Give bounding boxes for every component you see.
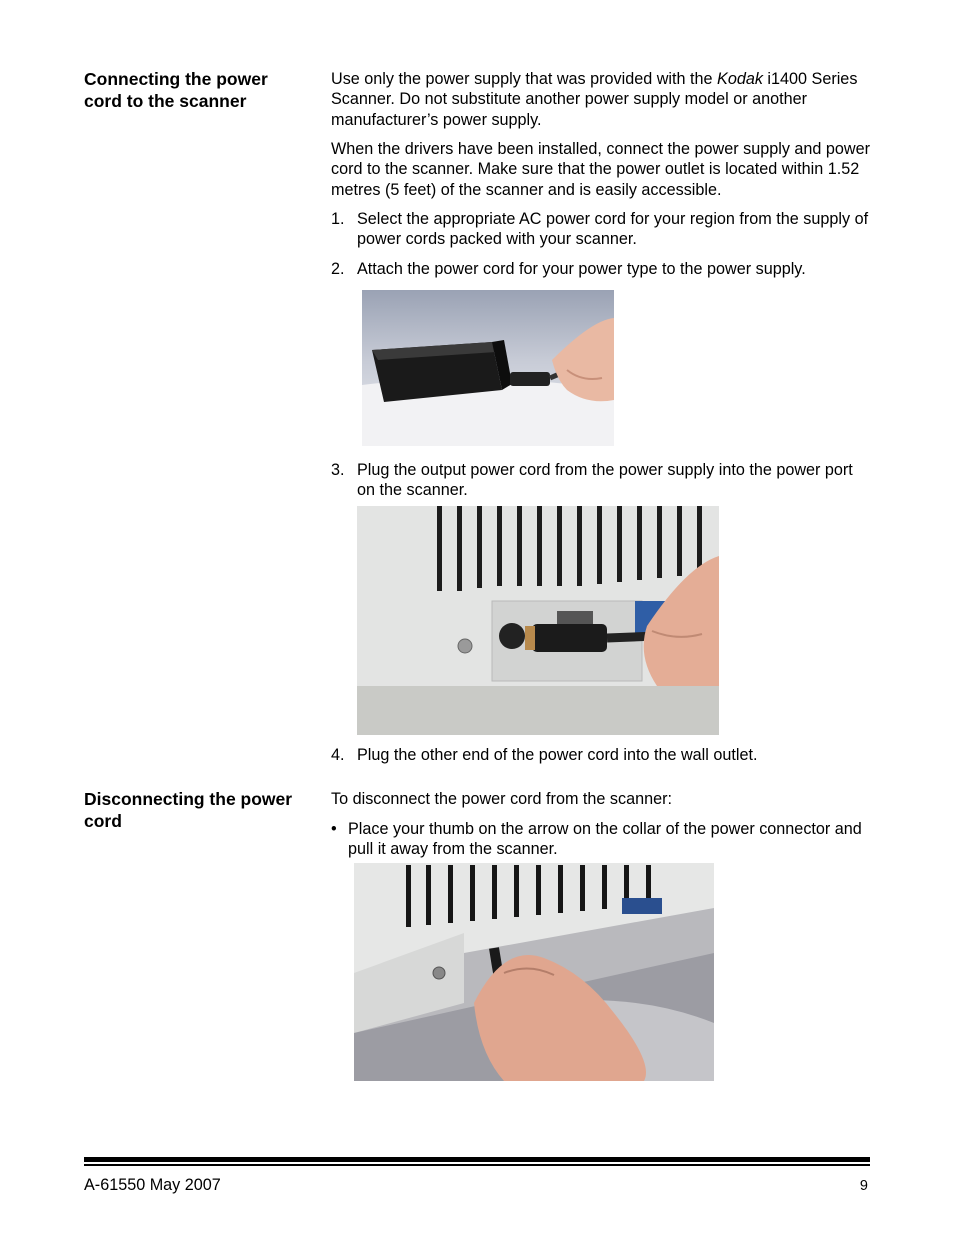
- disconnect-intro: To disconnect the power cord from the scanner:: [331, 790, 673, 808]
- brand-name: Kodak: [717, 70, 763, 88]
- heading-line: cord: [84, 811, 122, 831]
- heading-line: cord to the scanner: [84, 91, 247, 111]
- step-number: 3.: [331, 461, 345, 479]
- section-heading-connecting: [84, 68, 268, 112]
- intro-paragraph: [331, 69, 871, 130]
- power-supply-photo: [362, 290, 614, 446]
- footer-doc-id: A-61550 May 2007: [84, 1176, 221, 1194]
- step-number: 2.: [331, 260, 345, 278]
- intro-text-before: Use only the power supply that was provided with the: [331, 70, 718, 88]
- step-number: 1.: [331, 210, 345, 228]
- scanner-power-port-photo: [357, 506, 719, 735]
- step-text: Plug the output power cord from the power supply into the power port on the scanner.: [357, 461, 853, 500]
- intro-text-after: i1400 Series Scanner. Do not substitute another power supply model or another manufacturer’s power supply.: [331, 70, 858, 129]
- drivers-paragraph: When the drivers have been installed, connect the power supply and power cord to the scanner. Make sure that the power outlet is located within 1.52 metres (5 feet) of the scanner and is easily accessible.: [331, 140, 871, 199]
- step-item: [331, 209, 871, 250]
- footer-rule-thick: [84, 1157, 870, 1162]
- step-item: [331, 259, 871, 279]
- footer-rule-thin: [84, 1164, 870, 1166]
- step-item: [331, 745, 871, 765]
- bullet-symbol: •: [331, 820, 337, 838]
- heading-line: Disconnecting the power: [84, 789, 293, 809]
- bullet-item: [331, 819, 871, 860]
- step-text: Select the appropriate AC power cord for your region from the supply of power cords packed with your scanner.: [357, 210, 869, 249]
- step-text: Attach the power cord for your power type to the power supply.: [357, 260, 806, 278]
- step-text: Plug the other end of the power cord into the wall outlet.: [357, 746, 758, 764]
- section-heading-disconnecting: [84, 788, 292, 832]
- disconnect-photo: [354, 863, 714, 1081]
- step-number: 4.: [331, 746, 345, 764]
- step-item: [331, 460, 871, 501]
- heading-line: Connecting the power: [84, 69, 268, 89]
- page-number: 9: [859, 1178, 868, 1194]
- bullet-text: Place your thumb on the arrow on the collar of the power connector and pull it away from the scanner.: [348, 820, 862, 859]
